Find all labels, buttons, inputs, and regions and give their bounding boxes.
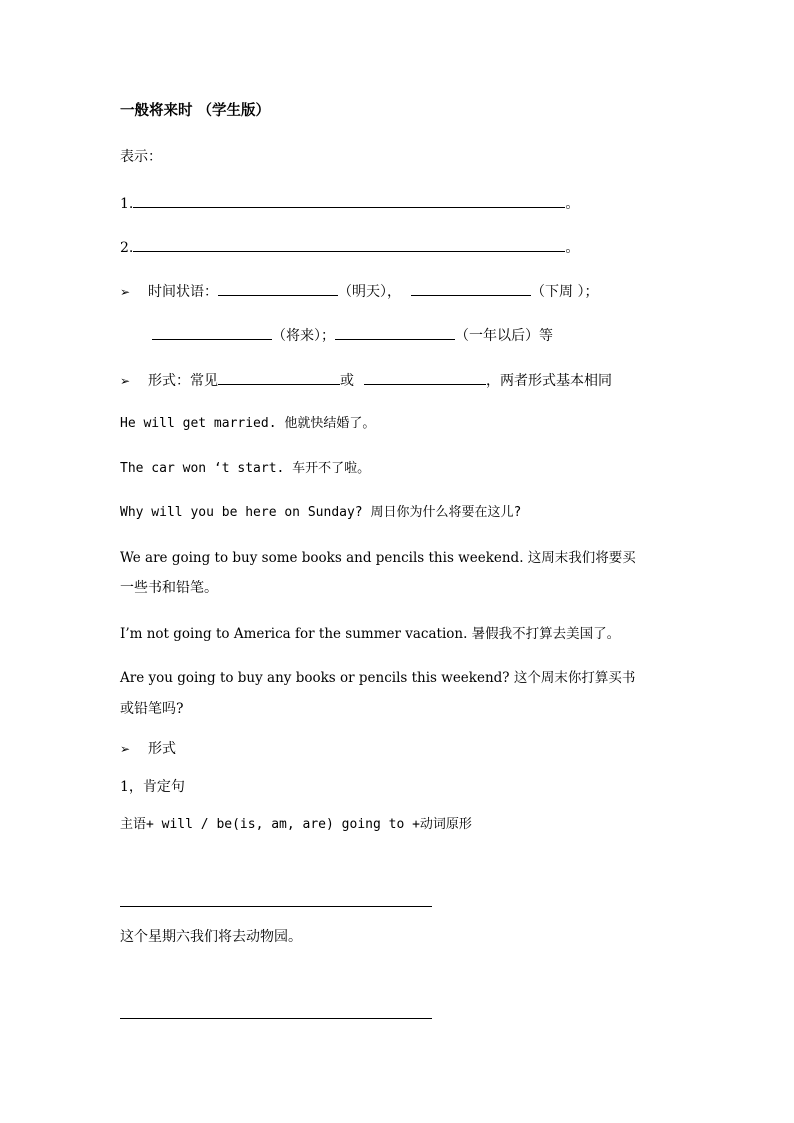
example-5: I’m not going to America for the summer vacation. 暑假我不打算去美国了。	[120, 626, 621, 642]
blank-form-2[interactable]	[364, 370, 486, 385]
form2-label: 形式	[148, 741, 176, 757]
blank-item-2	[120, 237, 579, 258]
answer-line-1[interactable]	[120, 906, 432, 907]
intro-label: 表示：	[120, 149, 162, 165]
item-1-end: 。	[565, 196, 580, 212]
arrow-bullet-icon: ➢	[120, 374, 131, 388]
time-label: 时间状语：	[148, 284, 218, 300]
blank-form-1[interactable]	[218, 370, 340, 385]
blank-line-2[interactable]	[133, 237, 565, 252]
time-future: （将来）；	[272, 328, 335, 344]
item-1-number: 1.	[120, 196, 134, 212]
blank-line-1[interactable]	[133, 193, 565, 208]
example-6-line-2: 或铅笔吗?	[120, 701, 184, 717]
form-section-heading	[120, 739, 176, 759]
example-1: He will get married. 他就快结婚了。	[120, 416, 376, 431]
item-2-number: 2.	[120, 240, 134, 256]
blank-future[interactable]	[152, 325, 272, 340]
time-tomorrow: （明天），	[338, 284, 401, 300]
example-6-line-1: Are you going to buy any books or pencils this weekend? 这个周末你打算买书	[120, 670, 636, 686]
blank-item-1	[120, 193, 579, 214]
blank-tomorrow[interactable]	[218, 281, 338, 296]
form-row	[120, 370, 612, 391]
form-or: 或	[340, 373, 354, 389]
example-3: Why will you be here on Sunday? 周日你为什么将要在这儿?	[120, 505, 522, 520]
time-next-week: （下周 ）；	[531, 284, 599, 300]
time-year-later: （一年以后）等	[455, 328, 553, 344]
time-adverbial-row	[120, 281, 598, 302]
example-4-line-1: We are going to buy some books and pencils this weekend. 这周末我们将要买	[120, 550, 636, 566]
item-2-end: 。	[565, 240, 580, 256]
form-label: 形式：常见	[148, 373, 218, 389]
blank-next-week[interactable]	[411, 281, 531, 296]
arrow-bullet-icon: ➢	[120, 285, 131, 299]
affirmative-label: 1，肯定句	[120, 779, 185, 795]
zoo-sentence: 这个星期六我们将去动物园。	[120, 929, 302, 945]
page-title: 一般将来时 （学生版）	[120, 102, 271, 119]
form-tail: ，两者形式基本相同	[486, 373, 612, 389]
arrow-bullet-icon: ➢	[120, 742, 131, 756]
example-4-line-2: 一些书和铅笔。	[120, 580, 218, 596]
blank-year-later[interactable]	[335, 325, 455, 340]
answer-line-2[interactable]	[120, 1018, 432, 1019]
time-adverbial-row-2	[152, 325, 553, 346]
example-2: The car won ‘t start. 车开不了啦。	[120, 461, 371, 476]
formula-line: 主语+ will / be(is, am, are) going to +动词原形	[120, 817, 472, 832]
